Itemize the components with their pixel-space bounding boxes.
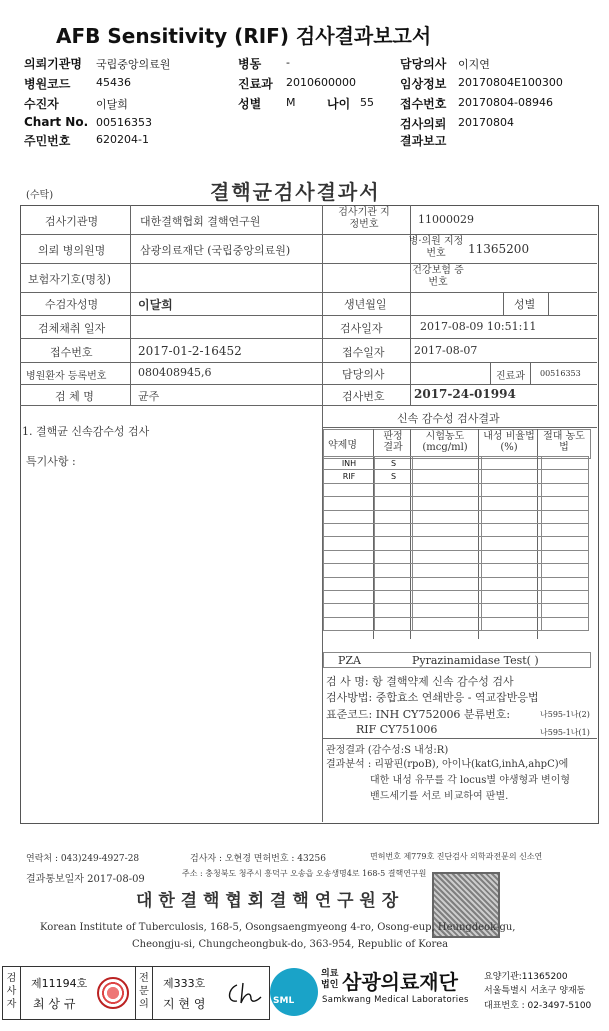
- chart-label: Chart No.: [24, 115, 89, 129]
- result-rif: S: [375, 470, 413, 483]
- col-ratio: 내성 비율법(%): [483, 431, 535, 453]
- pza-row: [323, 652, 591, 668]
- signature-box: [2, 966, 270, 1020]
- accession-label: 접수번호: [50, 346, 93, 359]
- doc-title: 결핵균검사결과서: [210, 180, 381, 204]
- hosp-code-value: 11365200: [468, 242, 530, 256]
- org-label: 의뢰기관명: [24, 57, 82, 71]
- report-title: AFB Sensitivity (RIF) 검사결과보고서: [56, 24, 432, 48]
- lab-org-label: 검사기관명: [45, 215, 99, 228]
- clinical-label: 임상정보: [400, 77, 447, 91]
- chart-value: 00516353: [96, 116, 152, 129]
- dept-value: 2010600000: [286, 76, 356, 89]
- addr-line: 서울특별시 서초구 양재동: [484, 986, 586, 996]
- col-conc: 시험농도 (mcg/ml): [422, 431, 468, 453]
- col-abs: 절대 농도법: [543, 431, 585, 453]
- lab-code-value: 11000029: [418, 213, 474, 226]
- method-analysis1: 결과분석 : 리팜핀(rpoB), 아이나(katG,inhA,ahpC)에: [326, 759, 569, 770]
- reviewer-tag: 전문의: [135, 967, 153, 1019]
- footer-address: 주소 : 충청북도 청주시 흥덕구 오송읍 오송생명4로 168-5 결핵연구원: [182, 869, 427, 878]
- pza-value: Pyrazinamidase Test( ): [412, 654, 539, 667]
- code-line: 요양기관:11365200: [484, 972, 568, 982]
- name-label: 수검자성명: [45, 298, 99, 311]
- ward-label: 병동: [238, 57, 262, 71]
- tester-stamp-icon: [97, 977, 129, 1009]
- hosp-code-label: 병·의원 지정번호: [408, 236, 464, 259]
- test-no-label: 검사번호: [342, 390, 385, 403]
- reviewer-name: 지 현 영: [163, 997, 206, 1011]
- result-header: 신속 감수성 검사결과: [397, 412, 500, 425]
- doctor-value: 이지연: [458, 58, 490, 71]
- sml-logo-icon: [270, 968, 318, 1016]
- result-grid: [323, 456, 589, 631]
- receipt-mark: (수탁): [26, 190, 54, 201]
- method-method: 검사방법: 중합효소 연쇄반응 - 역교잡반응법: [326, 691, 539, 704]
- hospital-code-label: 병원코드: [24, 77, 71, 91]
- reg-value: 080408945,6: [138, 366, 212, 379]
- rrn-label: 주민번호: [24, 134, 71, 148]
- method-class2: 나595-1나(1): [540, 728, 590, 737]
- insured-label: 보험자기호(명칭): [28, 273, 111, 286]
- table-row: [324, 457, 589, 470]
- footer-tester: 검사자 : 오현경 면허번호 : 43256: [190, 854, 326, 864]
- footer-org-name: 대 한 결 핵 협 회 결 핵 연 구 원 장: [136, 891, 399, 911]
- rrn-value: 620204-1: [96, 133, 149, 146]
- tel-line: 대표번호 : 02-3497-5100: [484, 1001, 592, 1011]
- doc-sex-label: 성별: [514, 298, 536, 311]
- org-prefix1: 의료: [321, 969, 339, 979]
- name-value: 이달희: [138, 298, 173, 312]
- tester-no: 제11194호: [31, 977, 88, 990]
- drug-rif: RIF: [324, 470, 375, 483]
- report-label: 결과보고: [400, 134, 447, 148]
- tester-name: 최 상 규: [33, 997, 76, 1011]
- drug-inh: INH: [324, 457, 375, 470]
- doc-doctor-label: 담당의사: [342, 368, 385, 381]
- sex-label: 성별: [238, 97, 262, 111]
- age-value: 55: [360, 96, 374, 109]
- tester-tag: 검사자: [3, 967, 21, 1019]
- test-item: 1. 결핵균 신속감수성 검사: [22, 425, 150, 438]
- table-row: [324, 470, 589, 483]
- footer-license: 면허번호 제779호 진단검사 의학과전문의 신소연: [370, 852, 543, 861]
- signature-icon: [225, 979, 263, 1007]
- org-en: Samkwang Medical Laboratories: [322, 995, 469, 1005]
- lab-code-label: 검사기관 지정번호: [338, 207, 390, 230]
- test-no-value: 2017-24-01994: [414, 387, 516, 401]
- col-drug: 약제명: [328, 440, 357, 451]
- request-value: 20170804: [458, 116, 514, 129]
- req-hosp-value: 삼광의료재단 (국립중앙의료원): [140, 244, 291, 257]
- reg-label: 병원환자 등록번호: [26, 371, 107, 382]
- specimen-label: 검 체 명: [55, 390, 94, 403]
- specimen-value: 균주: [138, 390, 160, 403]
- method-code2: RIF CY751006: [356, 723, 438, 736]
- test-date-label: 검사일자: [340, 322, 383, 335]
- test-date-value: 2017-08-09 10:51:11: [420, 320, 537, 333]
- method-analysis2: 대한 내성 유무를 각 locus별 야생형과 변이형: [370, 775, 571, 786]
- org-prefix2: 법인: [321, 980, 339, 990]
- birth-label: 생년월일: [344, 298, 387, 311]
- reviewer-no: 제333호: [163, 977, 206, 990]
- health-label: 건강보험 증번호: [412, 265, 464, 288]
- method-code: 표준코드: INH CY752006 분류번호:: [326, 708, 511, 721]
- accession-date-label: 접수일자: [342, 346, 385, 359]
- doctor-label: 담당의사: [400, 57, 447, 71]
- org-name: 삼광의료재단: [342, 970, 458, 994]
- receipt-value: 20170804-08946: [458, 96, 553, 109]
- patient-value: 이달희: [96, 98, 128, 111]
- method-class1: 나595-1나(2): [540, 710, 590, 719]
- req-hosp-label: 의뢰 병의원명: [38, 244, 106, 257]
- hospital-code-value: 45436: [96, 76, 131, 89]
- age-label: 나이: [327, 97, 351, 111]
- dept-label: 진료과: [238, 77, 273, 91]
- request-label: 검사의뢰: [400, 117, 447, 131]
- org-value: 국립중앙의료원: [96, 58, 171, 71]
- footer-en1: Korean Institute of Tuberculosis, 168-5, Osongsaengmyeong 4-ro, Osong-eup, Heungdeok-gu,: [40, 922, 516, 933]
- accession-date-value: 2017-08-07: [414, 344, 478, 357]
- pza-label: PZA: [338, 654, 361, 667]
- doc-dept-value: 00516353: [540, 369, 581, 378]
- ward-value: -: [286, 56, 290, 69]
- lab-org-value: 대한결핵협회 결핵연구원: [140, 215, 261, 228]
- receipt-label: 접수번호: [400, 97, 447, 111]
- result-inh: S: [375, 457, 413, 470]
- accession-value: 2017-01-2-16452: [138, 344, 242, 358]
- method-judge: 관정결과 (감수성:S 내성:R): [326, 745, 449, 756]
- collect-label: 검체채취 일자: [38, 322, 106, 335]
- report-date: 결과통보일자 2017-08-09: [26, 874, 145, 885]
- sex-value: M: [286, 96, 296, 109]
- clinical-value: 20170804E100300: [458, 76, 563, 89]
- doc-dept-label: 진료과: [496, 371, 525, 382]
- contact: 연락처 : 043)249-4927-28: [26, 854, 140, 864]
- footer-en2: Cheongju-si, Chungcheongbuk-do, 363-954, Republic of Korea: [132, 939, 449, 950]
- method-analysis3: 밴드세기를 서로 비교하여 판별.: [370, 791, 509, 802]
- col-result: 판정 결과: [383, 431, 403, 453]
- patient-label: 수진자: [24, 97, 59, 111]
- note-label: 특기사항 :: [26, 455, 76, 468]
- method-name: 검 사 명: 항 결핵약제 신속 감수성 검사: [326, 675, 514, 688]
- sml-logo-text: SML: [273, 996, 295, 1006]
